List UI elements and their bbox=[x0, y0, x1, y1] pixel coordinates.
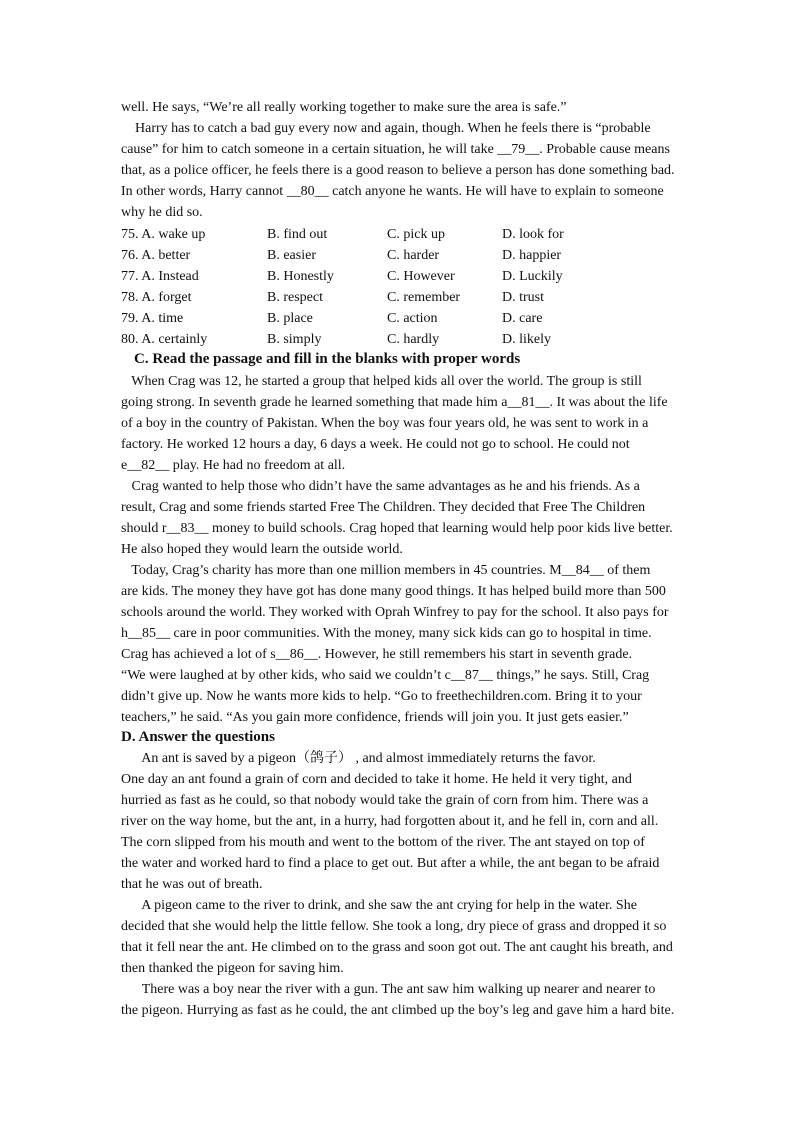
option-d: D. likely bbox=[502, 332, 551, 347]
text-line: He also hoped they would learn the outside world. bbox=[121, 542, 403, 557]
text-line: hurried as fast as he could, so that nobody would take the grain of corn from him. There was a bbox=[121, 793, 649, 808]
text-line: Crag has achieved a lot of s__86__. However, he still remembers his start in seventh grade. bbox=[121, 647, 633, 662]
text-line: There was a boy near the river with a gun. The ant saw him walking up nearer and nearer to bbox=[121, 982, 656, 997]
passage-c bbox=[121, 371, 681, 728]
question-option-a: 78. A. forget bbox=[121, 290, 192, 305]
text-line: that, as a police officer, he feels there is a good reason to believe a person has done something bad. bbox=[121, 163, 675, 178]
option-b: B. easier bbox=[267, 248, 316, 263]
text-line: “We were laughed at by other kids, who said we couldn’t c__87__ things,” he says. Still, Crag bbox=[121, 668, 650, 683]
options-list bbox=[121, 224, 681, 350]
option-d: D. happier bbox=[502, 248, 562, 263]
text-line: result, Crag and some friends started Free The Children. They decided that Free The Children bbox=[121, 500, 646, 515]
question-option-a: 75. A. wake up bbox=[121, 227, 206, 242]
option-c: C. However bbox=[387, 269, 455, 284]
option-b: B. respect bbox=[267, 290, 323, 305]
option-c: C. harder bbox=[387, 248, 440, 263]
passage-d bbox=[121, 748, 681, 1021]
option-c: C. action bbox=[387, 311, 438, 326]
text-line: The corn slipped from his mouth and went to the bottom of the river. The ant stayed on top of bbox=[121, 835, 645, 850]
question-option-a: 77. A. Instead bbox=[121, 269, 199, 284]
text-line: should r__83__ money to build schools. Crag hoped that learning would help poor kids live better. bbox=[121, 521, 673, 536]
option-d: D. look for bbox=[502, 227, 564, 242]
question-option-a: 79. A. time bbox=[121, 311, 184, 326]
option-d: D. Luckily bbox=[502, 269, 563, 284]
option-b: B. place bbox=[267, 311, 313, 326]
text-line: the water and worked hard to find a place to get out. But after a while, the ant began to be afraid bbox=[121, 856, 660, 871]
text-line: A pigeon came to the river to drink, and she saw the ant crying for help in the water. She bbox=[121, 898, 637, 913]
text-line: that it fell near the ant. He climbed on to the grass and soon got out. The ant caught his breath, and bbox=[121, 940, 673, 955]
text-line: Today, Crag’s charity has more than one million members in 45 countries. M__84__ of them bbox=[121, 563, 651, 578]
text-line: Crag wanted to help those who didn’t have the same advantages as he and his friends. As a bbox=[121, 479, 640, 494]
question-option-a: 80. A. certainly bbox=[121, 332, 208, 347]
text-line: Harry has to catch a bad guy every now and again, though. When he feels there is “probable bbox=[121, 121, 651, 136]
option-d: D. trust bbox=[502, 290, 544, 305]
text-line: going strong. In seventh grade he learned something that made him a__81__. It was about the life bbox=[121, 395, 668, 410]
option-row bbox=[121, 329, 681, 350]
text-line: factory. He worked 12 hours a day, 6 days a week. He could not go to school. He could not bbox=[121, 437, 630, 452]
text-line: then thanked the pigeon for saving him. bbox=[121, 961, 344, 976]
text-line: In other words, Harry cannot __80__ catch anyone he wants. He will have to explain to someone bbox=[121, 184, 664, 199]
option-d: D. care bbox=[502, 311, 543, 326]
text-line: river on the way home, but the ant, in a hurry, had forgotten about it, and he fell in, corn and all. bbox=[121, 814, 659, 829]
text-line: decided that she would help the little fellow. She took a long, dry piece of grass and dropped it so bbox=[121, 919, 667, 934]
text-line: schools around the world. They worked with Oprah Winfrey to pay for the school. It also pays for bbox=[121, 605, 669, 620]
text-line: h__85__ care in poor communities. With the money, many sick kids can go to hospital in time. bbox=[121, 626, 652, 641]
option-b: B. simply bbox=[267, 332, 322, 347]
passage-b-continuation bbox=[121, 97, 681, 223]
text-line: why he did so. bbox=[121, 205, 203, 220]
option-c: C. remember bbox=[387, 290, 461, 305]
text-line: didn’t give up. Now he wants more kids to help. “Go to freethechildren.com. Bring it to your bbox=[121, 689, 642, 704]
text-line: are kids. The money they have got has done many good things. It has helped build more than 500 bbox=[121, 584, 666, 599]
option-row bbox=[121, 224, 681, 245]
text-line: well. He says, “We’re all really working together to make sure the area is safe.” bbox=[121, 100, 567, 115]
text-line: that he was out of breath. bbox=[121, 877, 263, 892]
option-row bbox=[121, 245, 681, 266]
text-line: When Crag was 12, he started a group that helped kids all over the world. The group is still bbox=[121, 374, 642, 389]
text-line: cause” for him to catch someone in a certain situation, he will take __79__. Probable cause means bbox=[121, 142, 670, 157]
text-line: the pigeon. Hurrying as fast as he could, the ant climbed up the boy’s leg and gave him a hard bite. bbox=[121, 1003, 675, 1018]
option-row bbox=[121, 308, 681, 329]
option-b: B. Honestly bbox=[267, 269, 334, 284]
text-line: of a boy in the country of Pakistan. When the boy was four years old, he was sent to work in a bbox=[121, 416, 649, 431]
section-d-heading: D. Answer the questions bbox=[121, 729, 275, 745]
text-line: teachers,” he said. “As you gain more confidence, friends will join you. It just gets easier.” bbox=[121, 710, 629, 725]
option-b: B. find out bbox=[267, 227, 328, 242]
section-c-heading: C. Read the passage and fill in the blanks with proper words bbox=[134, 351, 521, 367]
text-line: An ant is saved by a pigeon（鸽子） , and almost immediately returns the favor. bbox=[121, 751, 596, 766]
option-row bbox=[121, 266, 681, 287]
text-line: One day an ant found a grain of corn and decided to take it home. He held it very tight, and bbox=[121, 772, 632, 787]
text-line: e__82__ play. He had no freedom at all. bbox=[121, 458, 346, 473]
option-row bbox=[121, 287, 681, 308]
option-c: C. hardly bbox=[387, 332, 440, 347]
option-c: C. pick up bbox=[387, 227, 445, 242]
question-option-a: 76. A. better bbox=[121, 248, 191, 263]
